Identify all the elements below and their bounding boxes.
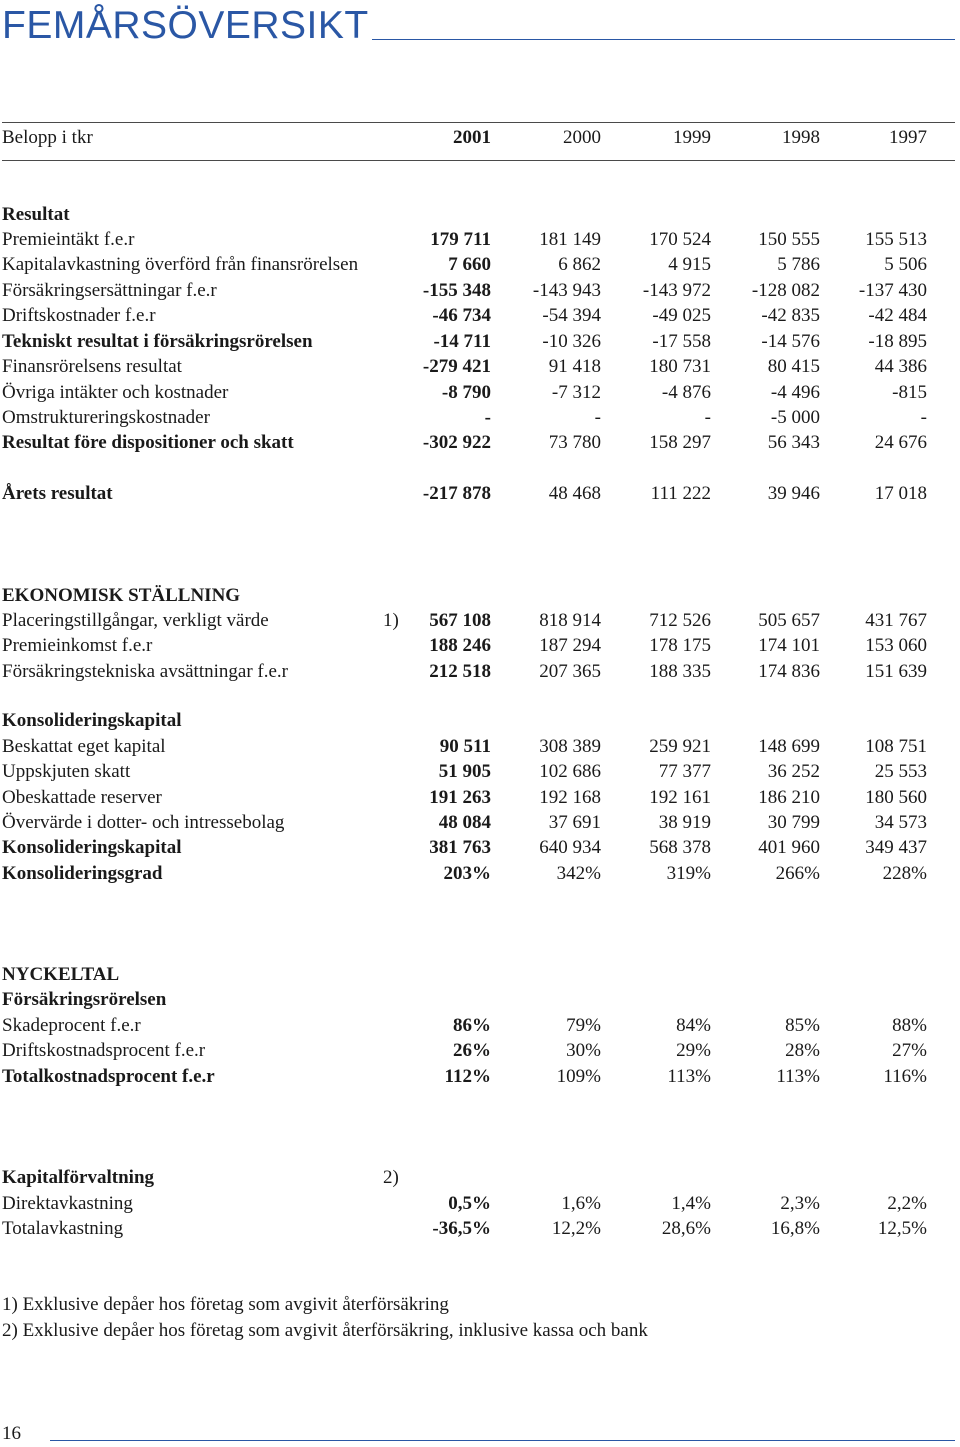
table-row	[0, 278, 960, 303]
cell: 179 711	[430, 229, 491, 250]
cell: 28,6%	[661, 1218, 711, 1239]
cell: -128 082	[751, 280, 820, 301]
table-row	[0, 430, 960, 455]
section-heading-konsolidering	[0, 708, 960, 733]
cell: -36,5%	[432, 1218, 491, 1239]
table-row	[0, 633, 960, 658]
section-heading-nyckeltal	[0, 962, 960, 987]
row-label: Totalavkastning	[2, 1218, 124, 1239]
cell: 1,6%	[561, 1193, 601, 1214]
table-row	[0, 608, 960, 633]
cell: 91 418	[548, 356, 601, 377]
section-heading-text: Konsolideringskapital	[2, 710, 182, 731]
cell: 51 905	[438, 761, 491, 782]
table-row	[0, 329, 960, 354]
footnote: 2) Exklusive depåer hos företag som avgivit återförsäkring, inklusive kassa och bank	[2, 1320, 648, 1341]
header-row	[0, 125, 960, 150]
table-row	[0, 303, 960, 328]
cell: 188 246	[429, 635, 491, 656]
cell: 192 168	[539, 787, 601, 808]
cell: 5 786	[777, 254, 820, 275]
row-label: Tekniskt resultat i försäkringsrörelsen	[2, 331, 313, 352]
cell: 192 161	[649, 787, 711, 808]
cell: 26%	[453, 1040, 491, 1061]
cell: 27%	[892, 1040, 927, 1061]
row-label: Kapitalavkastning överförd från finansrörelsen	[2, 254, 359, 275]
footer-rule	[50, 1440, 955, 1441]
row-label: Årets resultat	[2, 483, 113, 504]
amount-unit-label: Belopp i tkr	[2, 127, 93, 148]
cell: -143 972	[642, 280, 711, 301]
cell: 2,3%	[780, 1193, 820, 1214]
cell: 0,5%	[448, 1193, 491, 1214]
table-row	[0, 405, 960, 430]
row-label: Övriga intäkter och kostnader	[2, 382, 229, 403]
cell: 16,8%	[770, 1218, 820, 1239]
cell: 85%	[785, 1015, 820, 1036]
table-row	[0, 252, 960, 277]
cell: -14 576	[761, 331, 820, 352]
cell: 319%	[666, 863, 711, 884]
table-row	[0, 1191, 960, 1216]
row-label: Uppskjuten skatt	[2, 761, 131, 782]
row-label: Skadeprocent f.e.r	[2, 1015, 141, 1036]
page-title: FEMÅRSÖVERSIKT	[2, 4, 369, 47]
cell: -	[594, 407, 601, 428]
cell: 431 767	[865, 610, 927, 631]
footnote: 1) Exklusive depåer hos företag som avgivit återförsäkring	[2, 1294, 449, 1315]
cell: 180 731	[649, 356, 711, 377]
cell: 6 862	[558, 254, 601, 275]
cell: 109%	[556, 1066, 601, 1087]
cell: 186 210	[758, 787, 820, 808]
table-row	[0, 861, 960, 886]
row-label: Finansrörelsens resultat	[2, 356, 182, 377]
section-heading-text: Kapitalförvaltning	[2, 1167, 155, 1188]
row-label: Obeskattade reserver	[2, 787, 162, 808]
cell: -8 790	[441, 382, 491, 403]
cell: -10 326	[542, 331, 601, 352]
cell: 79%	[566, 1015, 601, 1036]
cell: 44 386	[874, 356, 927, 377]
cell: 34 573	[874, 812, 927, 833]
row-label: Resultat före dispositioner och skatt	[2, 432, 294, 453]
cell: 86%	[453, 1015, 491, 1036]
cell: 712 526	[649, 610, 711, 631]
cell: -14 711	[433, 331, 491, 352]
row-label: Omstruktureringskostnader	[2, 407, 210, 428]
table-row	[0, 734, 960, 759]
cell: -42 484	[868, 305, 927, 326]
cell: 12,5%	[877, 1218, 927, 1239]
cell: 212 518	[429, 661, 491, 682]
row-label: Totalkostnadsprocent f.e.r	[2, 1066, 215, 1087]
cell: 48 084	[438, 812, 491, 833]
cell: 39 946	[767, 483, 820, 504]
cell: 381 763	[429, 837, 491, 858]
cell: -	[920, 407, 927, 428]
table-row	[0, 1216, 960, 1241]
cell: 187 294	[539, 635, 601, 656]
cell: -46 734	[432, 305, 491, 326]
row-label: Försäkringsersättningar f.e.r	[2, 280, 217, 301]
cell: 84%	[676, 1015, 711, 1036]
cell: 80 415	[767, 356, 820, 377]
cell: -49 025	[652, 305, 711, 326]
section-subheading	[0, 987, 960, 1012]
cell: 7 660	[448, 254, 491, 275]
cell: 38 919	[658, 812, 711, 833]
table-row	[0, 835, 960, 860]
cell: 203%	[443, 863, 491, 884]
row-label: Driftskostnadsprocent f.e.r	[2, 1040, 206, 1061]
cell: 30 799	[767, 812, 820, 833]
cell: -42 835	[761, 305, 820, 326]
cell: 56 343	[767, 432, 820, 453]
row-label: Konsolideringsgrad	[2, 863, 163, 884]
cell: -217 878	[422, 483, 491, 504]
cell: 25 553	[874, 761, 927, 782]
cell: 153 060	[865, 635, 927, 656]
year-header: 1997	[889, 127, 927, 148]
cell: -5 000	[770, 407, 820, 428]
cell: -54 394	[542, 305, 601, 326]
cell: 113%	[776, 1066, 820, 1087]
cell: -155 348	[422, 280, 491, 301]
cell: 174 836	[758, 661, 820, 682]
cell: 2,2%	[887, 1193, 927, 1214]
cell: -815	[892, 382, 927, 403]
cell: 37 691	[548, 812, 601, 833]
section-heading-resultat	[0, 202, 960, 227]
cell: 5 506	[884, 254, 927, 275]
table-row	[0, 1038, 960, 1063]
cell: -143 943	[532, 280, 601, 301]
header-bottom-rule	[2, 160, 955, 161]
header-top-rule	[2, 122, 955, 123]
cell: 113%	[667, 1066, 711, 1087]
cell: -4 876	[661, 382, 711, 403]
year-header: 1998	[782, 127, 820, 148]
cell: 640 934	[539, 837, 601, 858]
table-row	[0, 380, 960, 405]
cell: 349 437	[865, 837, 927, 858]
table-row	[0, 1013, 960, 1038]
cell: 88%	[892, 1015, 927, 1036]
year-header: 2000	[563, 127, 601, 148]
row-label: Premieintäkt f.e.r	[2, 229, 135, 250]
cell: 259 921	[649, 736, 711, 757]
cell: 158 297	[649, 432, 711, 453]
table-row	[0, 810, 960, 835]
cell: 308 389	[539, 736, 601, 757]
section-heading-text: Resultat	[2, 204, 70, 225]
cell: 178 175	[649, 635, 711, 656]
table-row	[0, 759, 960, 784]
cell: -137 430	[858, 280, 927, 301]
section-heading-ekonomisk	[0, 583, 960, 608]
cell: 150 555	[758, 229, 820, 250]
year-header: 1999	[673, 127, 711, 148]
cell: 102 686	[539, 761, 601, 782]
cell: -	[484, 407, 491, 428]
section-heading-kapitalforvaltning	[0, 1165, 960, 1190]
cell: 111 222	[650, 483, 711, 504]
cell: 148 699	[758, 736, 820, 757]
cell: 30%	[566, 1040, 601, 1061]
cell: 28%	[785, 1040, 820, 1061]
cell: 181 149	[539, 229, 601, 250]
cell: -	[704, 407, 711, 428]
cell: 17 018	[874, 483, 927, 504]
cell: -279 421	[422, 356, 491, 377]
cell: 90 511	[439, 736, 491, 757]
section-subheading-text: Försäkringsrörelsen	[2, 989, 167, 1010]
cell: 116%	[883, 1066, 927, 1087]
cell: 170 524	[649, 229, 711, 250]
title-underline	[372, 39, 955, 40]
cell: 266%	[775, 863, 820, 884]
cell: 1,4%	[671, 1193, 711, 1214]
table-row	[0, 481, 960, 506]
cell: 207 365	[539, 661, 601, 682]
row-label: Försäkringstekniska avsättningar f.e.r	[2, 661, 288, 682]
footnote-ref: 2)	[383, 1167, 399, 1188]
cell: 155 513	[865, 229, 927, 250]
row-label: Direktavkastning	[2, 1193, 133, 1214]
cell: 36 252	[767, 761, 820, 782]
table-row	[0, 785, 960, 810]
cell: 24 676	[874, 432, 927, 453]
cell: 29%	[676, 1040, 711, 1061]
cell: 342%	[556, 863, 601, 884]
cell: 505 657	[758, 610, 820, 631]
row-label: Premieinkomst f.e.r	[2, 635, 153, 656]
row-label: Övervärde i dotter- och intressebolag	[2, 812, 285, 833]
year-header: 2001	[453, 127, 491, 148]
cell: 228%	[882, 863, 927, 884]
cell: 12,2%	[551, 1218, 601, 1239]
cell: 180 560	[865, 787, 927, 808]
table-row	[0, 227, 960, 252]
section-heading-text: NYCKELTAL	[2, 964, 120, 985]
cell: 112%	[444, 1066, 491, 1087]
row-label: Konsolideringskapital	[2, 837, 182, 858]
row-label: Driftskostnader f.e.r	[2, 305, 156, 326]
footnote-ref: 1)	[383, 610, 399, 631]
cell: 151 639	[865, 661, 927, 682]
row-label: Beskattat eget kapital	[2, 736, 166, 757]
cell: 567 108	[429, 610, 491, 631]
cell: 818 914	[539, 610, 601, 631]
cell: 188 335	[649, 661, 711, 682]
cell: -7 312	[551, 382, 601, 403]
cell: 401 960	[758, 837, 820, 858]
cell: -18 895	[868, 331, 927, 352]
cell: 191 263	[429, 787, 491, 808]
table-row	[0, 659, 960, 684]
section-heading-text: EKONOMISK STÄLLNING	[2, 585, 241, 606]
cell: 4 915	[668, 254, 711, 275]
cell: 73 780	[548, 432, 601, 453]
page-number: 16	[2, 1423, 21, 1444]
cell: 48 468	[548, 483, 601, 504]
table-row	[0, 354, 960, 379]
cell: -4 496	[770, 382, 820, 403]
cell: 174 101	[758, 635, 820, 656]
cell: 568 378	[649, 837, 711, 858]
row-label: Placeringstillgångar, verkligt värde	[2, 610, 269, 631]
table-row	[0, 1064, 960, 1089]
cell: 108 751	[865, 736, 927, 757]
cell: -302 922	[422, 432, 491, 453]
cell: 77 377	[658, 761, 711, 782]
cell: -17 558	[652, 331, 711, 352]
